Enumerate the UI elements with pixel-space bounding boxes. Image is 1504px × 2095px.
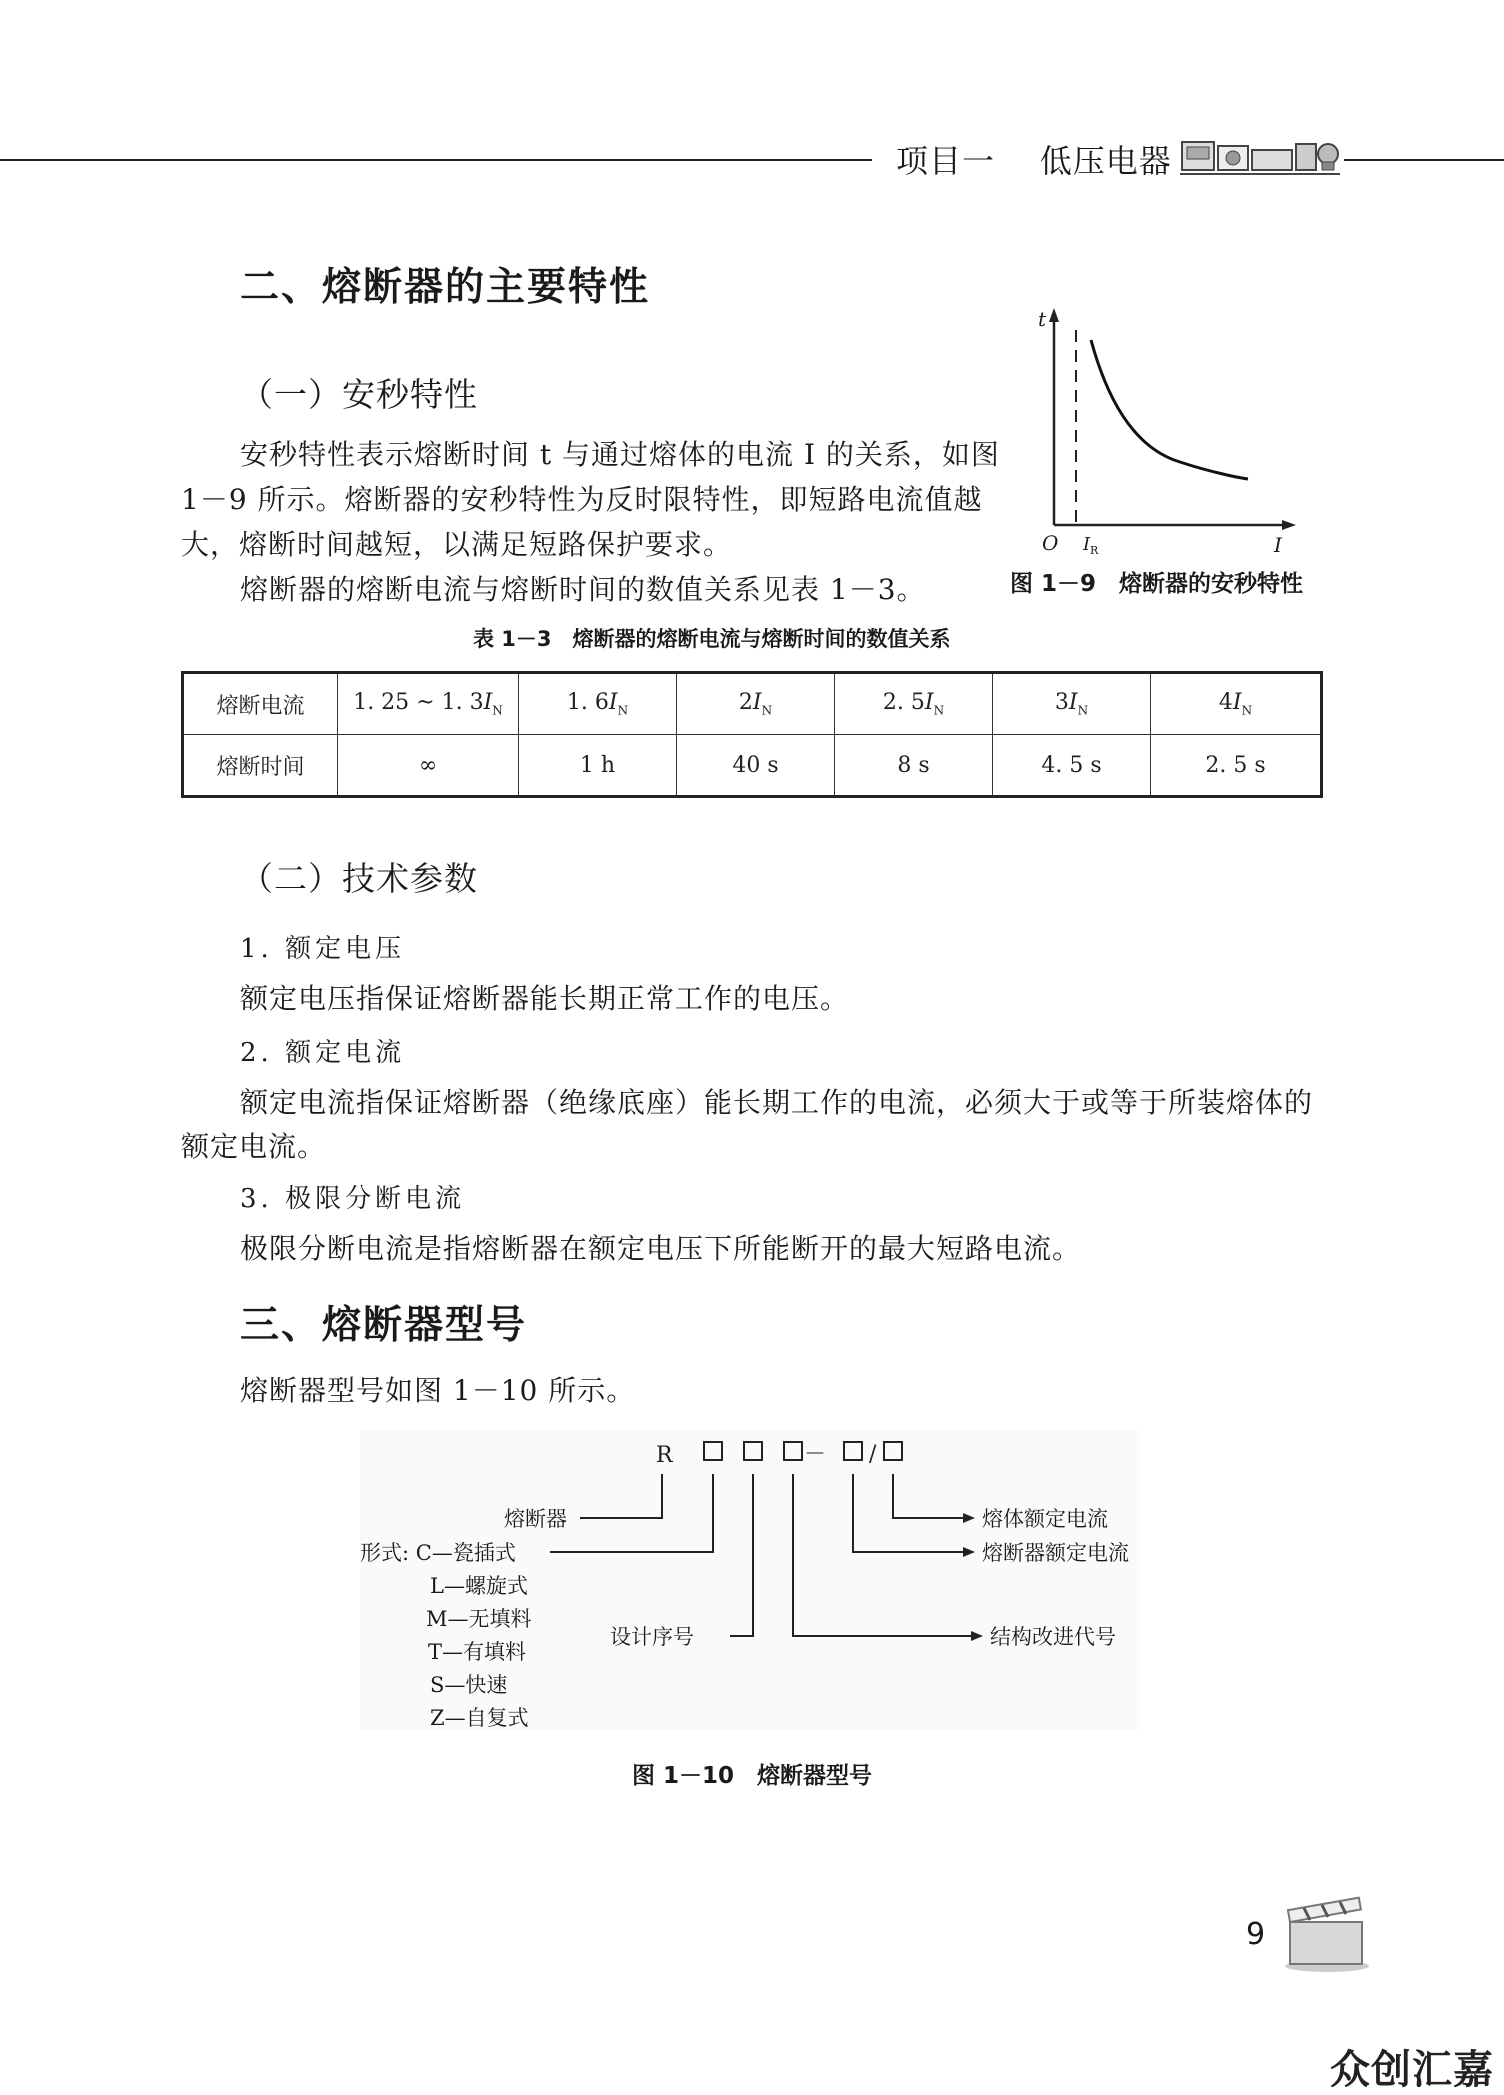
fuse-model-diagram bbox=[360, 1430, 1140, 1730]
table-cell: 2. 5 s bbox=[1151, 735, 1322, 797]
design-label: 设计序号 bbox=[610, 1625, 694, 1649]
marker-label: I bbox=[1083, 534, 1091, 555]
paragraph-line: 额定电流。 bbox=[181, 1130, 327, 1163]
table-cell: $2I_N$ bbox=[677, 673, 835, 735]
inverse-time-curve bbox=[1091, 340, 1248, 479]
table-cell: $3I_N$ bbox=[993, 673, 1151, 735]
code-slash: / bbox=[869, 1442, 877, 1467]
figure-caption: 图 1－9 熔断器的安秒特性 bbox=[1010, 571, 1304, 597]
ampere-second-chart bbox=[1030, 300, 1330, 560]
table-cell: 1 h bbox=[519, 735, 677, 797]
code-prefix: R bbox=[656, 1443, 673, 1468]
origin-label: O bbox=[1042, 531, 1059, 555]
table-cell: 1. $6I_N$ bbox=[519, 673, 677, 735]
paragraph-line: 大，熔断时间越短，以满足短路保护要求。 bbox=[181, 528, 733, 561]
clapperboard-icon bbox=[1282, 1894, 1372, 1978]
list-item-heading: 1. 额定电压 bbox=[240, 934, 406, 964]
form-type: S—快速 bbox=[430, 1673, 508, 1697]
paragraph-line: 熔断器型号如图 1－10 所示。 bbox=[240, 1374, 636, 1407]
paragraph-line: 熔断器的熔断电流与熔断时间的数值关系见表 1－3。 bbox=[240, 573, 926, 606]
form-type: L—螺旋式 bbox=[430, 1574, 528, 1598]
table-row bbox=[183, 735, 1322, 797]
form-label: 形式: C—瓷插式 bbox=[360, 1541, 516, 1565]
subsection-heading: （一）安秒特性 bbox=[240, 375, 478, 414]
table-cell: ∞ bbox=[338, 735, 519, 797]
table-cell: 8 s bbox=[835, 735, 993, 797]
table-cell: $4I_N$ bbox=[1151, 673, 1322, 735]
form-type: T—有填料 bbox=[428, 1640, 527, 1664]
table-cell: 1. 25 ~ 1. $3I_N$ bbox=[338, 673, 519, 735]
fuse-current-label: 熔断器额定电流 bbox=[982, 1541, 1129, 1565]
paragraph-line: 安秒特性表示熔断时间 t 与通过熔体的电流 I 的关系，如图 bbox=[240, 438, 1000, 471]
form-type: M—无填料 bbox=[426, 1607, 532, 1631]
list-item-heading: 3. 极限分断电流 bbox=[240, 1184, 466, 1214]
structure-label: 结构改进代号 bbox=[990, 1625, 1116, 1649]
page-number: 9 bbox=[1246, 1917, 1266, 1952]
row-header: 熔断时间 bbox=[183, 735, 338, 797]
table-row bbox=[183, 673, 1322, 735]
header-rule-left bbox=[0, 159, 872, 161]
paragraph-line: 极限分断电流是指熔断器在额定电压下所能断开的最大短路电流。 bbox=[240, 1232, 1082, 1265]
watermark: 众创汇嘉 bbox=[1330, 2047, 1494, 2093]
table-caption: 表 1－3 熔断器的熔断电流与熔断时间的数值关系 bbox=[473, 627, 951, 651]
x-axis-arrow bbox=[1282, 520, 1296, 530]
list-item-heading: 2. 额定电流 bbox=[240, 1038, 406, 1068]
code-dash: － bbox=[804, 1442, 827, 1467]
figure-caption: 图 1－10 熔断器型号 bbox=[632, 1763, 873, 1789]
header-appliances-icon bbox=[1180, 134, 1340, 184]
table-cell: 4. 5 s bbox=[993, 735, 1151, 797]
table-cell: 2. $5I_N$ bbox=[835, 673, 993, 735]
y-axis-arrow bbox=[1049, 308, 1059, 322]
paragraph-line: 1－9 所示。熔断器的安秒特性为反时限特性，即短路电流值越 bbox=[181, 483, 983, 516]
paragraph-line: 额定电压指保证熔断器能长期正常工作的电压。 bbox=[240, 982, 850, 1015]
subsection-heading: （二）技术参数 bbox=[240, 859, 478, 898]
table-cell: 40 s bbox=[677, 735, 835, 797]
section-heading: 三、熔断器型号 bbox=[240, 1303, 528, 1348]
header-title: 项目一 低压电器 bbox=[896, 142, 1172, 180]
section-heading: 二、熔断器的主要特性 bbox=[240, 265, 651, 310]
marker-subscript: R bbox=[1090, 544, 1099, 557]
header-rule-right bbox=[1344, 159, 1504, 161]
fuse-data-table bbox=[181, 671, 1323, 798]
row-header: 熔断电流 bbox=[183, 673, 338, 735]
form-type: Z—自复式 bbox=[430, 1706, 529, 1730]
x-axis-label: I bbox=[1274, 533, 1282, 557]
fuse-label: 熔断器 bbox=[504, 1507, 567, 1531]
melt-current-label: 熔体额定电流 bbox=[982, 1507, 1108, 1531]
paragraph-line: 额定电流指保证熔断器（绝缘底座）能长期工作的电流，必须大于或等于所装熔体的 bbox=[240, 1086, 1314, 1119]
y-axis-label: t bbox=[1038, 307, 1047, 331]
